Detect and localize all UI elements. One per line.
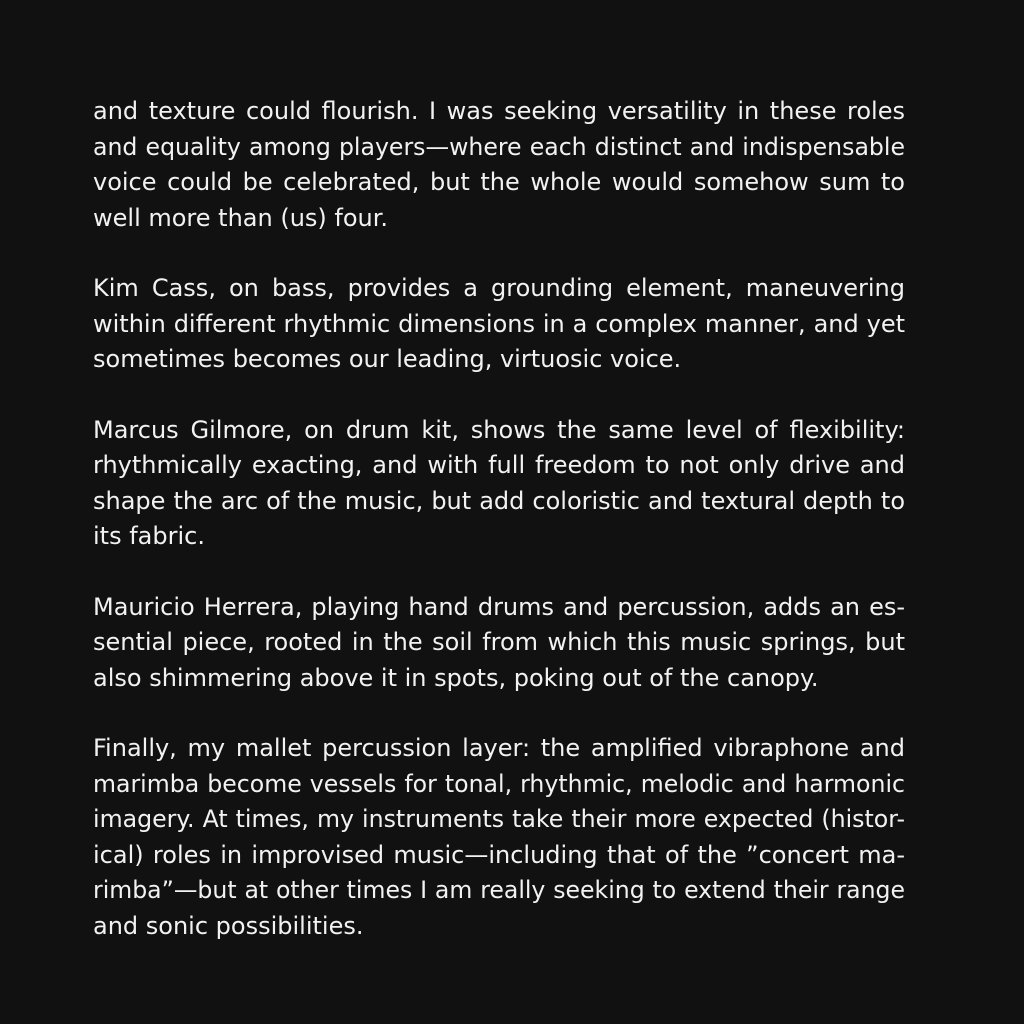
paragraph-2 [93, 271, 905, 378]
text-line: sometimes becomes our leading, virtuosic voice. [93, 345, 682, 373]
text-line: rhythmically exacting, and with full freedom to not only drive and [93, 451, 905, 479]
text-line: its fabric. [93, 522, 205, 550]
text-line: ical) roles in improvised music—including that of the ”concert ma- [93, 840, 905, 869]
paragraph-3 [93, 413, 905, 555]
paragraph-1 [93, 94, 905, 236]
text-line: marimba become vessels for tonal, rhythmic, melodic and harmonic [93, 769, 905, 798]
text-line: Kim Cass, on bass, provides a grounding element, maneuvering [93, 274, 905, 302]
text-line: well more than (us) four. [93, 203, 389, 232]
text-line: within different rhythmic dimensions in a complex manner, and yet [93, 309, 905, 338]
text-line: Marcus Gilmore, on drum kit, shows the same level of flexibility: [93, 415, 905, 444]
text-page [93, 94, 905, 979]
text-line: voice could be celebrated, but the whole would somehow sum to [93, 168, 905, 196]
text-line: Mauricio Herrera, playing hand drums and percussion, adds an es- [93, 592, 905, 621]
text-line: shape the arc of the music, but add coloristic and textural depth to [93, 486, 905, 515]
text-line: also shimmering above it in spots, poking out of the canopy. [93, 663, 819, 692]
text-line: and texture could flourish. I was seeking versatility in these roles [93, 97, 905, 125]
text-line: sential piece, rooted in the soil from which this music springs, but [93, 628, 905, 656]
text-line: imagery. At times, my instruments take their more expected (histor- [93, 805, 905, 833]
text-line: and sonic possibilities. [93, 911, 364, 940]
paragraph-5 [93, 731, 905, 944]
text-line: Finally, my mallet percussion layer: the amplified vibraphone and [93, 734, 905, 762]
paragraph-4 [93, 590, 905, 697]
text-line: rimba”—but at other times I am really seeking to extend their range [93, 876, 905, 904]
text-line: and equality among players—where each distinct and indispensable [93, 132, 905, 161]
